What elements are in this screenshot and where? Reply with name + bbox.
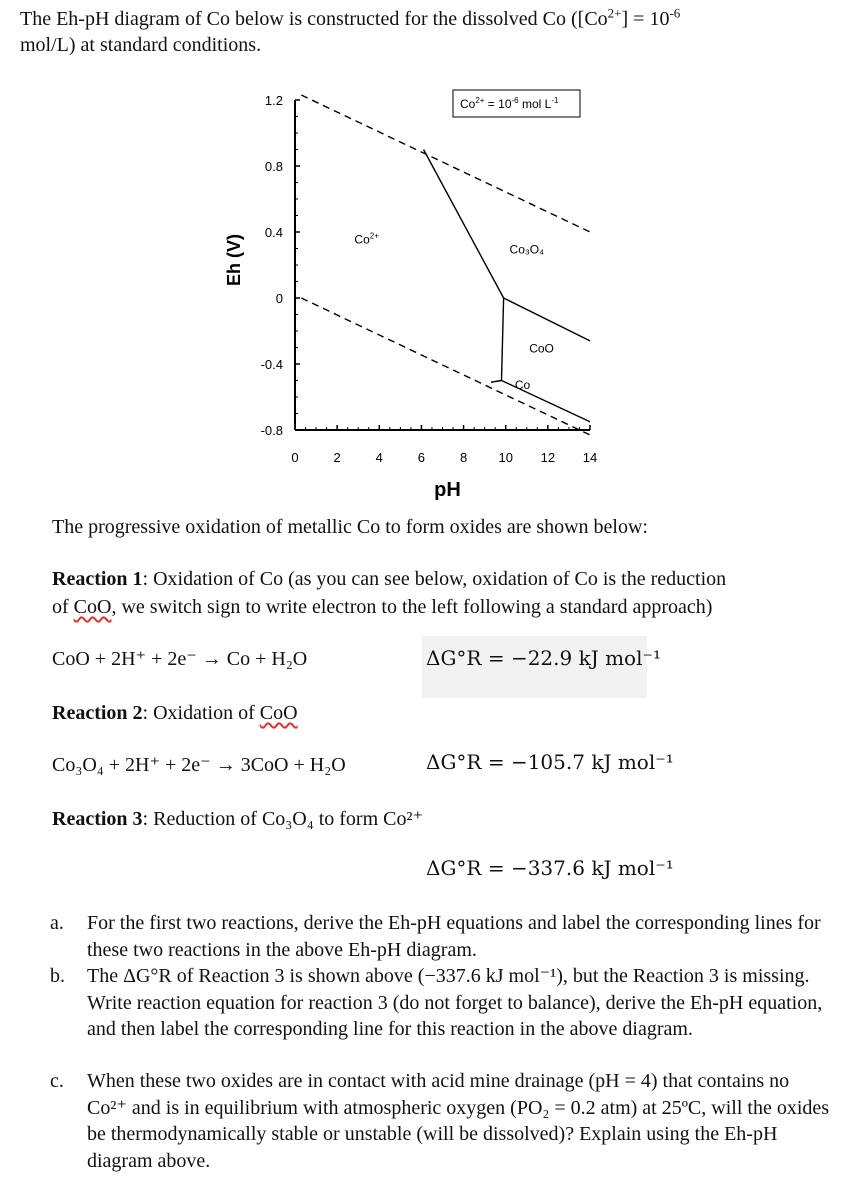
intro-sup: 2+ bbox=[607, 5, 622, 21]
x-tick-label: 6 bbox=[417, 450, 426, 465]
y-tick-label: 1.2 bbox=[264, 93, 283, 108]
reaction1-dg-box bbox=[422, 636, 662, 698]
intro-mid: ] = 10 bbox=[621, 8, 670, 30]
x-tick-label: 10 bbox=[498, 450, 513, 465]
question-c bbox=[50, 1068, 830, 1174]
question-b bbox=[50, 963, 830, 1043]
legend-text bbox=[460, 96, 559, 111]
reaction1-dg: ΔG°R = −22.9 kJ mol⁻¹ bbox=[426, 646, 662, 670]
boundary-line-co2-coo bbox=[502, 298, 504, 381]
reaction1-text: : Oxidation of Co (as you can see below, oxidation of Co is the reduction bbox=[142, 568, 727, 590]
region-label-text: Co bbox=[514, 377, 531, 392]
question-a-marker: a. bbox=[50, 912, 64, 934]
region-label-text: Co₃O₄ bbox=[509, 242, 545, 257]
reaction2-dg: ΔG°R = −105.7 kJ mol⁻¹ bbox=[426, 750, 674, 774]
y-tick-label: 0.4 bbox=[264, 225, 283, 240]
region-label bbox=[529, 341, 554, 355]
boundary-line-water-lower bbox=[301, 298, 590, 435]
x-tick-label: 8 bbox=[459, 450, 468, 465]
reaction2-equation: Co₃O₄ + 2H⁺ + 2e⁻ → 3CoO + H₂O bbox=[52, 754, 346, 776]
reaction3-description bbox=[52, 806, 423, 832]
region-label-text: CoO bbox=[529, 341, 554, 356]
reaction1-description bbox=[52, 566, 726, 592]
reaction1-label: Reaction 1 bbox=[52, 568, 143, 590]
reaction1-coo-word: CoO bbox=[73, 596, 112, 618]
reaction3-dg: ΔG°R = −337.6 kJ mol⁻¹ bbox=[426, 856, 674, 880]
reaction2-label: Reaction 2 bbox=[52, 702, 143, 724]
reaction2-text: : Oxidation of bbox=[142, 702, 260, 724]
question-c-text: When these two oxides are in contact with acid mine drainage (pH = 4) that contains no Co²⁺ and is in equilibrium with atmospheric oxygen (PO₂ = 0.2 atm) at 25ºC, will the oxides be thermodynamically stable or unstable (will be dissolved)? Explain using the Eh-pH diagram above. bbox=[87, 1070, 830, 1172]
intro-line-2: mol/L) at standard conditions. bbox=[20, 34, 262, 56]
x-tick-label: 2 bbox=[333, 450, 341, 465]
boundary-line-co2-co bbox=[491, 381, 502, 383]
intro-line-1 bbox=[20, 6, 680, 32]
region-label-text: Co bbox=[354, 232, 370, 247]
legend-superscript: -1 bbox=[551, 96, 559, 105]
boundary-line-co3o4-coo bbox=[504, 298, 590, 341]
reaction1-description-2 bbox=[52, 594, 712, 620]
region-label bbox=[510, 242, 545, 256]
legend-text-part: Co bbox=[460, 97, 476, 111]
y-tick-label: -0.4 bbox=[260, 357, 283, 372]
y-axis-label: Eh (V) bbox=[224, 234, 244, 286]
progressive-text: The progressive oxidation of metallic Co to form oxides are shown below: bbox=[52, 516, 648, 538]
legend-superscript: -6 bbox=[511, 96, 519, 105]
question-b-marker: b. bbox=[50, 965, 65, 987]
y-tick-label: 0 bbox=[275, 291, 283, 306]
region-label bbox=[354, 232, 379, 247]
x-axis-label: pH bbox=[434, 479, 461, 500]
reaction1-text2-post: , we switch sign to write electron to the left following a standard approach) bbox=[111, 596, 713, 618]
x-tick-label: 4 bbox=[375, 450, 383, 465]
legend-text-part: = 10 bbox=[484, 97, 512, 111]
reaction3-label: Reaction 3 bbox=[52, 808, 143, 830]
question-a-text: For the first two reactions, derive the Eh-pH equations and label the corresponding lines for these two reactions in the above Eh-pH diagram. bbox=[87, 912, 821, 961]
reaction2-coo-word: CoO bbox=[259, 702, 298, 724]
question-b-text: The ΔG°R of Reaction 3 is shown above (−337.6 kJ mol⁻¹), but the Reaction 3 is missing. Write reaction equation for reaction 3 (do not forget to balance), derive the Eh-pH equation, and then label the corresponding line for this reaction in the above diagram. bbox=[87, 965, 823, 1040]
reaction2-description bbox=[52, 700, 298, 726]
x-tick-label: 0 bbox=[291, 450, 299, 465]
reaction3-text: : Reduction of Co₃O₄ to form Co²⁺ bbox=[142, 808, 424, 830]
reaction1-equation: CoO + 2H⁺ + 2e⁻ → Co + H₂O bbox=[52, 648, 308, 670]
question-a bbox=[50, 910, 830, 963]
region-label bbox=[515, 378, 531, 392]
question-c-marker: c. bbox=[50, 1070, 64, 1092]
x-tick-label: 14 bbox=[582, 450, 598, 465]
intro-text: The Eh-pH diagram of Co below is constructed for the dissolved Co ([Co bbox=[20, 8, 608, 30]
boundary-line-co2-co3o4 bbox=[424, 150, 504, 299]
y-tick-label: -0.8 bbox=[260, 423, 283, 438]
y-tick-label: 0.8 bbox=[264, 159, 283, 174]
eh-ph-diagram bbox=[0, 80, 848, 500]
intro-exp: -6 bbox=[669, 5, 681, 21]
region-label-sup: 2+ bbox=[369, 231, 379, 241]
legend-superscript: 2+ bbox=[475, 96, 485, 105]
reaction1-text2-pre: of bbox=[52, 596, 74, 618]
x-tick-label: 12 bbox=[540, 450, 556, 465]
legend-text-part: mol L bbox=[518, 97, 552, 111]
